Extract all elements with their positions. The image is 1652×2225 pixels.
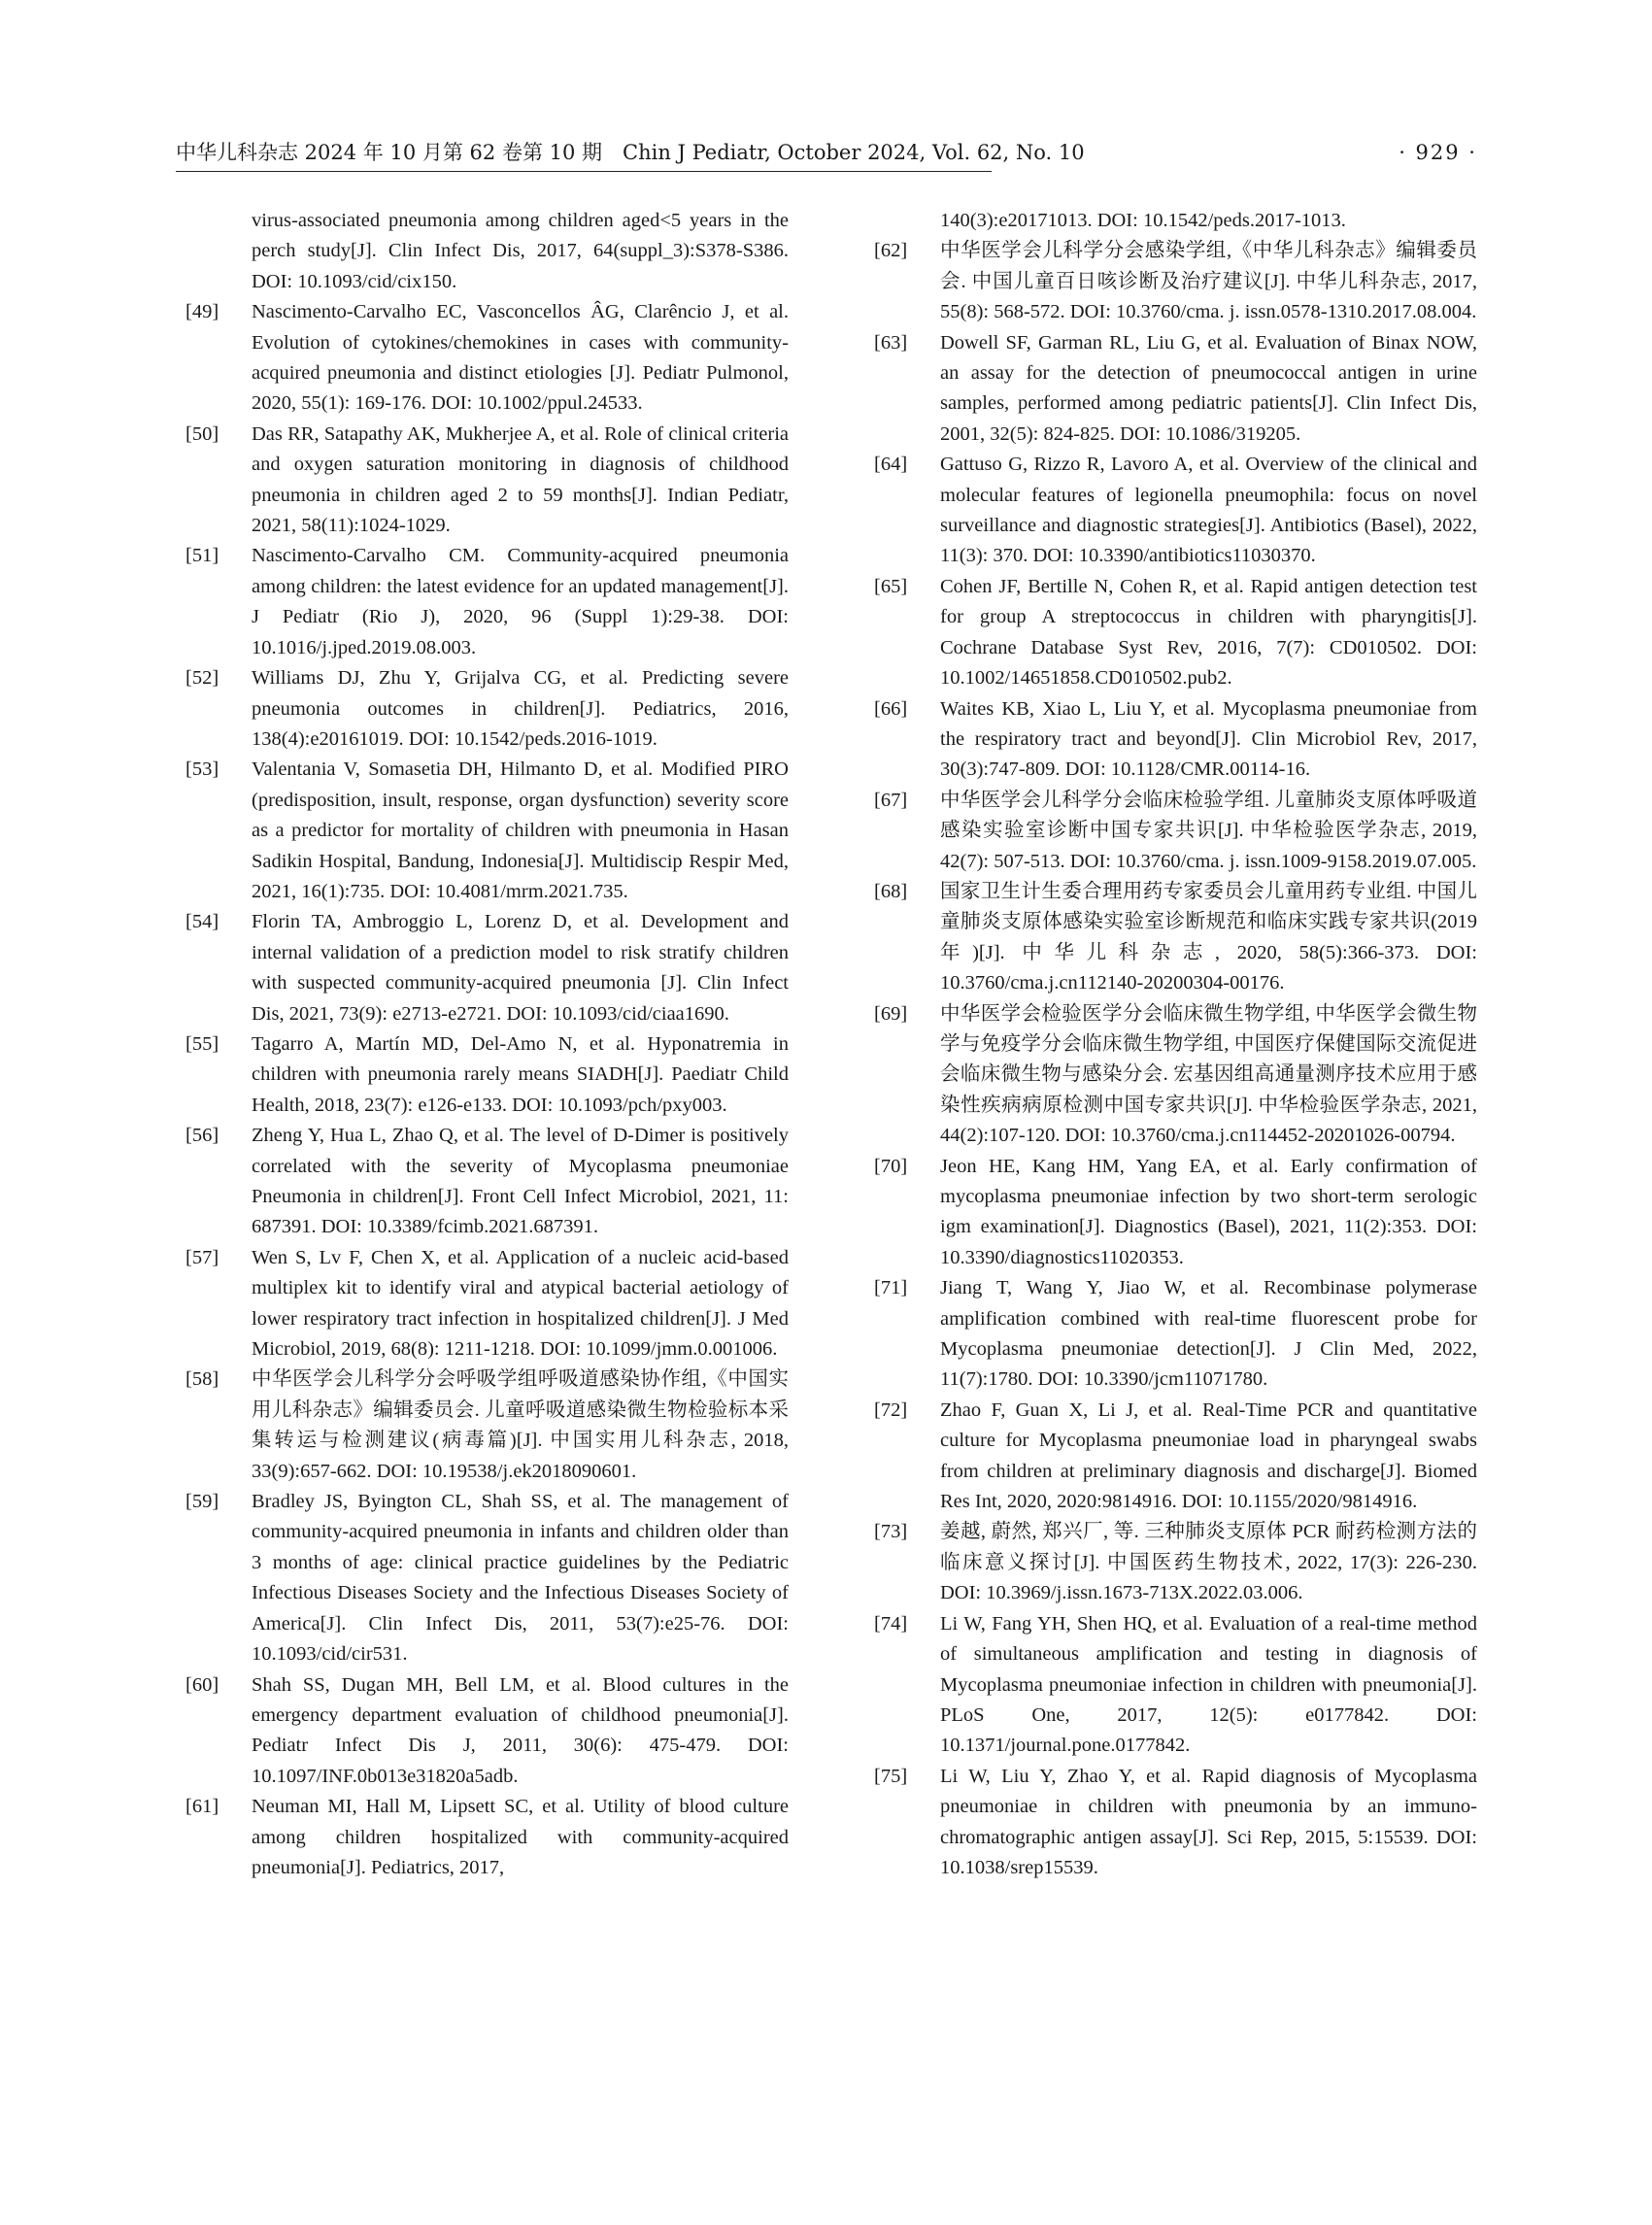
reference-entry <box>185 1487 789 1669</box>
reference-text: Nascimento-Carvalho EC, Vasconcellos ÂG, Clarêncio J, et al. Evolution of cytokines/chemokines in cases with community-acquired pneumonia and distinct etiologies [J]. Pediatr Pulmonol, 2020, 55(1): 169-176. DOI: 10.1002/ppul.24533. <box>252 301 789 415</box>
reference-number: [54] <box>185 911 219 933</box>
reference-text: Zheng Y, Hua L, Zhao Q, et al. The level of D-Dimer is positively correlated with the severity of Mycoplasma pneumoniae Pneumonia in children[J]. Front Cell Infect Microbiol, 2021, 11: 687391. DOI: 10.3389/fcimb.2021.687391. <box>252 1125 789 1238</box>
reference-number: [74] <box>874 1612 908 1635</box>
reference-number: [55] <box>185 1032 219 1055</box>
reference-number: [65] <box>874 575 908 597</box>
reference-text: Tagarro A, Martín MD, Del-Amo N, et al. Hyponatremia in children with pneumonia rarely means SIADH[J]. Paediatr Child Health, 2018, 23(7): e126-e133. DOI: 10.1093/pch/pxy003. <box>252 1032 789 1116</box>
reference-entry <box>874 572 1477 694</box>
reference-text: Jeon HE, Kang HM, Yang EA, et al. Early confirmation of mycoplasma pneumoniae infection by two short-term serologic igm examination[J]. Diagnostics (Basel), 2021, 11(2):353. DOI: 10.3390/diagnostics11020353. <box>940 1155 1477 1268</box>
reference-text: Florin TA, Ambroggio L, Lorenz D, et al. Development and internal validation of a prediction model to risk stratify children with suspected community-acquired pneumonia [J]. Clin Infect Dis, 2021, 73(9): e2713-e2721. DOI: 10.1093/cid/ciaa1690. <box>252 911 789 1025</box>
header-rule <box>176 171 992 172</box>
reference-number: [49] <box>185 301 219 323</box>
page-number: · 929 · <box>1399 141 1477 164</box>
reference-text: 中华医学会儿科学分会呼吸学组呼吸道感染协作组,《中国实用儿科杂志》编辑委员会. 儿童呼吸道感染微生物检验标本采集转运与检测建议(病毒篇)[J]. 中国实用儿科杂志, 2018, 33(9):657-662. DOI: 10.19538/j.ek2018090601. <box>252 1368 789 1482</box>
reference-entry <box>185 541 789 663</box>
reference-number: [69] <box>874 1002 908 1025</box>
reference-entry <box>874 1152 1477 1274</box>
journal-citation-line: 中华儿科杂志 2024 年 10 月第 62 卷第 10 期 Chin J Pediatr, October 2024, Vol. 62, No. 10 <box>176 141 1085 164</box>
reference-number: [56] <box>185 1125 219 1147</box>
reference-text: 姜越, 蔚然, 郑兴厂, 等. 三种肺炎支原体 PCR 耐药检测方法的临床意义探讨[J]. 中国医药生物技术, 2022, 17(3): 226-230. DOI: 10.3969/j.issn.1673-713X.2022.03.006. <box>940 1521 1477 1604</box>
reference-entry <box>874 1273 1477 1396</box>
reference-entry <box>185 297 789 420</box>
reference-entry <box>874 999 1477 1152</box>
reference-continuation <box>185 206 789 297</box>
reference-text: Bradley JS, Byington CL, Shah SS, et al. The management of community-acquired pneumonia in infants and children older than 3 months of age: clinical practice guidelines by the Pediatric Infectious Diseases Society and the Infectious Diseases Society of America[J]. Clin Infect Dis, 2011, 53(7):e25-76. DOI: 10.1093/cid/cir531. <box>252 1491 789 1666</box>
reference-text: Li W, Fang YH, Shen HQ, et al. Evaluation of a real-time method of simultaneous amplification and testing in diagnosis of Mycoplasma pneumoniae infection in children with pneumonia[J]. PLoS One, 2017, 12(5): e0177842. DOI: 10.1371/journal.pone.0177842. <box>940 1612 1477 1757</box>
reference-text: Jiang T, Wang Y, Jiao W, et al. Recombinase polymerase amplification combined with real-time fluorescent probe for Mycoplasma pneumoniae detection[J]. J Clin Med, 2022, 11(7):1780. DOI: 10.3390/jcm11071780. <box>940 1277 1477 1391</box>
reference-text: virus-associated pneumonia among children aged<5 years in the perch study[J]. Clin Infect Dis, 2017, 64(suppl_3):S378-S386. DOI: 10.1093/cid/cix150. <box>252 210 789 292</box>
reference-number: [60] <box>185 1673 219 1696</box>
reference-continuation <box>874 206 1477 236</box>
reference-number: [51] <box>185 545 219 567</box>
reference-number: [75] <box>874 1765 908 1787</box>
reference-entry <box>874 694 1477 786</box>
reference-text: Waites KB, Xiao L, Liu Y, et al. Mycoplasma pneumoniae from the respiratory tract and beyond[J]. Clin Microbiol Rev, 2017, 30(3):747-809. DOI: 10.1128/CMR.00114-16. <box>940 697 1477 781</box>
reference-number: [72] <box>874 1399 908 1421</box>
reference-entry <box>185 1792 789 1883</box>
reference-entry <box>874 1517 1477 1608</box>
reference-text: 国家卫生计生委合理用药专家委员会儿童用药专业组. 中国儿童肺炎支原体感染实验室诊断规范和临床实践专家共识(2019 年)[J]. 中华儿科杂志, 2020, 58(5):366-373. DOI: 10.3760/cma.j.cn112140-20200304-00176. <box>940 880 1477 995</box>
reference-entry <box>185 755 789 907</box>
reference-number: [68] <box>874 880 908 902</box>
reference-number: [64] <box>874 454 908 476</box>
reference-entry <box>874 328 1477 451</box>
reference-entry <box>185 420 789 542</box>
reference-number: [67] <box>874 789 908 811</box>
reference-text: 中华医学会儿科学分会临床检验学组. 儿童肺炎支原体呼吸道感染实验室诊断中国专家共识[J]. 中华检验医学杂志, 2019, 42(7): 507-513. DOI: 10.3760/cma. j. issn.1009-9158.2019.07.005. <box>940 789 1477 872</box>
reference-text: Gattuso G, Rizzo R, Lavoro A, et al. Overview of the clinical and molecular features of legionella pneumophila: focus on novel surveillance and diagnostic strategies[J]. Antibiotics (Basel), 2022, 11(3): 370. DOI: 10.3390/antibiotics11030370. <box>940 454 1477 567</box>
reference-text: Williams DJ, Zhu Y, Grijalva CG, et al. Predicting severe pneumonia outcomes in children[J]. Pediatrics, 2016, 138(4):e20161019. DOI: 10.1542/peds.2016-1019. <box>252 667 789 750</box>
reference-entry <box>874 450 1477 572</box>
reference-entry <box>874 236 1477 327</box>
reference-entry <box>874 877 1477 999</box>
reference-number: [63] <box>874 331 908 354</box>
reference-number: [71] <box>874 1277 908 1299</box>
reference-number: [50] <box>185 422 219 445</box>
reference-entry <box>874 1396 1477 1518</box>
reference-text: Shah SS, Dugan MH, Bell LM, et al. Blood cultures in the emergency department evaluation of childhood pneumonia[J]. Pediatr Infect Dis J, 2011, 30(6): 475-479. DOI: 10.1097/INF.0b013e31820a5adb. <box>252 1673 789 1787</box>
reference-text: Nascimento-Carvalho CM. Community-acquired pneumonia among children: the latest evidence for an updated management[J]. J Pediatr (Rio J), 2020, 96 (Suppl 1):29-38. DOI: 10.1016/j.jped.2019.08.003. <box>252 545 789 658</box>
reference-entry <box>185 907 789 1029</box>
reference-number: [73] <box>874 1521 908 1543</box>
reference-text: Li W, Liu Y, Zhao Y, et al. Rapid diagnosis of Mycoplasma pneumoniae in children with pneumonia by an immuno-chromatographic antigen assay[J]. Sci Rep, 2015, 5:15539. DOI: 10.1038/srep15539. <box>940 1765 1477 1878</box>
reference-text: Neuman MI, Hall M, Lipsett SC, et al. Utility of blood culture among children hospitalized with community-acquired pneumonia[J]. Pediatrics, 2017, <box>252 1796 789 1878</box>
reference-entry <box>874 1762 1477 1884</box>
reference-entry <box>185 1121 789 1243</box>
reference-number: [70] <box>874 1155 908 1177</box>
reference-number: [66] <box>874 697 908 720</box>
reference-text: Valentania V, Somasetia DH, Hilmanto D, et al. Modified PIRO (predisposition, insult, response, organ dysfunction) severity score as a predictor for mortality of children with pneumonia in Hasan Sadikin Hospital, Bandung, Indonesia[J]. Multidiscip Respir Med, 2021, 16(1):735. DOI: 10.4081/mrm.2021.735. <box>252 759 789 902</box>
reference-text: 140(3):e20171013. DOI: 10.1542/peds.2017-1013. <box>940 210 1346 231</box>
reference-number: [57] <box>185 1246 219 1268</box>
reference-list-left-column <box>185 206 789 1883</box>
reference-entry <box>185 1670 789 1793</box>
reference-entry <box>185 1365 789 1487</box>
running-header <box>176 136 1477 169</box>
reference-text: Das RR, Satapathy AK, Mukherjee A, et al. Role of clinical criteria and oxygen saturation monitoring in diagnosis of childhood pneumonia in children aged 2 to 59 months[J]. Indian Pediatr, 2021, 58(11):1024-1029. <box>252 422 789 537</box>
reference-entry <box>185 1029 789 1121</box>
reference-number: [53] <box>185 759 219 781</box>
reference-text: Cohen JF, Bertille N, Cohen R, et al. Rapid antigen detection test for group A streptococcus in children with pharyngitis[J]. Cochrane Database Syst Rev, 2016, 7(7): CD010502. DOI: 10.1002/14651858.CD010502.pub2. <box>940 575 1477 690</box>
reference-text: Wen S, Lv F, Chen X, et al. Application of a nucleic acid-based multiplex kit to identify viral and atypical bacterial aetiology of lower respiratory tract infection in hospitalized children[J]. J Med Microbiol, 2019, 68(8): 1211-1218. DOI: 10.1099/jmm.0.001006. <box>252 1246 789 1361</box>
reference-text: 中华医学会儿科学分会感染学组,《中华儿科杂志》编辑委员会. 中国儿童百日咳诊断及治疗建议[J]. 中华儿科杂志, 2017, 55(8): 568-572. DOI: 10.3760/cma. j. issn.0578-1310.2017.08.004. <box>940 240 1477 323</box>
reference-entry <box>185 663 789 755</box>
reference-text: 中华医学会检验医学分会临床微生物学组, 中华医学会微生物学与免疫学分会临床微生物学组, 中国医疗保健国际交流促进会临床微生物与感染分会. 宏基因组高通量测序技术应用于感染性疾病病原检测中国专家共识[J]. 中华检验医学杂志, 2021, 44(2):107-120. DOI: 10.3760/cma.j.cn114452-20201026-00794. <box>940 1002 1477 1147</box>
reference-entry <box>874 1609 1477 1762</box>
reference-list-right-column <box>874 206 1477 1883</box>
reference-number: [58] <box>185 1368 219 1391</box>
reference-text: Dowell SF, Garman RL, Liu G, et al. Evaluation of Binax NOW, an assay for the detection of pneumococcal antigen in urine samples, performed among pediatric patients[J]. Clin Infect Dis, 2001, 32(5): 824-825. DOI: 10.1086/319205. <box>940 331 1477 445</box>
reference-number: [52] <box>185 667 219 690</box>
reference-entry <box>874 786 1477 877</box>
reference-number: [62] <box>874 240 908 262</box>
reference-number: [61] <box>185 1796 219 1818</box>
reference-entry <box>185 1243 789 1365</box>
reference-number: [59] <box>185 1491 219 1513</box>
reference-text: Zhao F, Guan X, Li J, et al. Real-Time PCR and quantitative culture for Mycoplasma pneumoniae load in pharyngeal swabs from children at preliminary diagnosis and discharge[J]. Biomed Res Int, 2020, 2020:9814916. DOI: 10.1155/2020/9814916. <box>940 1399 1477 1513</box>
